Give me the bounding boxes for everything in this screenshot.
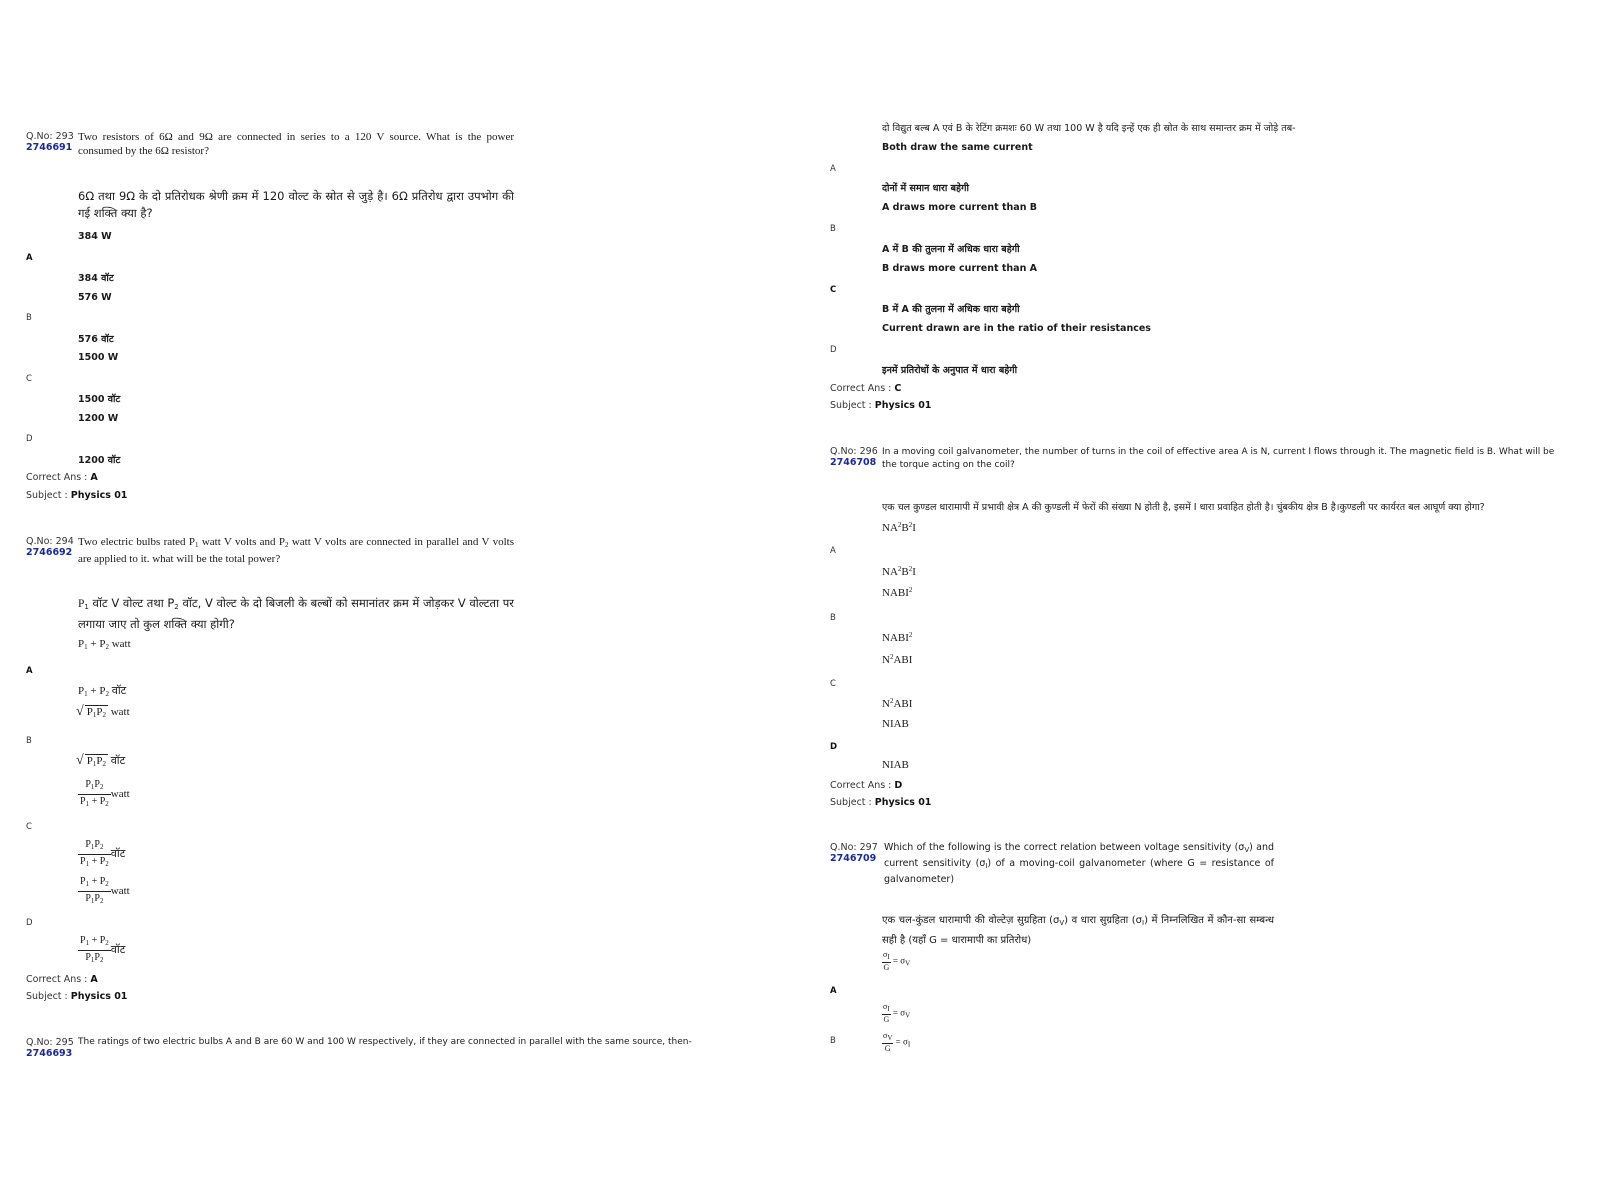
option-label-d: D [830, 345, 837, 355]
option-text: 1500 W [78, 352, 119, 363]
question-text: The ratings of two electric bulbs A and B are 60 W and 100 W respectively, if they are connected in parallel with the same source, then- [78, 1037, 692, 1047]
option-text-hindi: NABI$^2$ [882, 631, 913, 644]
correct-answer: Correct Ans : C [830, 383, 902, 394]
option-text-hindi: B में A की तुलना में अधिक धारा बहेगी [882, 304, 1020, 315]
option-label-c: C [830, 285, 837, 295]
question-text-hindi: दो विद्युत बल्ब A एवं B के रेटिंग क्रमशः 60 W तथा 100 W है यदि इन्हें एक ही स्रोत के साथ समान्तर क्रम में जोड़े तब- [882, 123, 1296, 134]
option-text: $N^2ABI$ [882, 653, 913, 666]
option-text: NIAB [882, 718, 909, 730]
option-text-hindi: $\frac{P_1P_2}{P_1 + P_2}$ वॉट [80, 839, 126, 868]
question-id: 2746708 [830, 457, 877, 468]
option-label-c: C [26, 822, 32, 832]
option-text: $\frac{P_1 + P_2}{P_1P_2}$ watt [80, 876, 130, 905]
option-label-c: C [26, 374, 32, 384]
option-text-hindi: $P_1 + P_2$ वॉट [78, 685, 127, 698]
question-id: 2746693 [26, 1048, 73, 1059]
option-text: √ $P_1P_2$ watt [76, 704, 130, 719]
correct-answer: Correct Ans : A [26, 472, 98, 483]
question-text-hindi: एक चल कुण्डल धारामापी में प्रभावी क्षेत्र A की कुण्डली में फेरों की संख्या N होती है, इसमें I धारा प्रवाहित होती है। चुंबकीय क्षेत्र B है।कुण्डली पर कार्यरत बल आघूर्ण क्या होगा? [882, 502, 1485, 513]
question-number: Q.No: 295 [26, 1037, 74, 1048]
subject: Subject : Physics 01 [26, 490, 128, 501]
option-text-hindi: NIAB [882, 759, 909, 771]
option-text: B draws more current than A [882, 263, 1038, 274]
option-label-d: D [830, 742, 838, 752]
option-label-a: A [26, 666, 33, 676]
option-text: $\frac{\sigma V}{G}$ = $\sigma_I$ [883, 1031, 911, 1053]
option-text: $\frac{\sigma I}{G}$ = $\sigma_V$ [883, 950, 911, 972]
option-text: $\frac{P_1P_2}{P_1 + P_2}$ watt [80, 779, 130, 808]
question-text-hindi: 6Ω तथा 9Ω के दो प्रतिरोधक श्रेणी क्रम में 120 वोल्ट के स्रोत से जुड़े है। 6Ω प्रतिरोध द्वारा उपभोग की गई शक्ति क्या है? [78, 189, 514, 220]
option-text-hindi: 576 वॉट [78, 334, 114, 345]
question-number: Q.No: 293 [26, 131, 74, 142]
option-text: 384 W [78, 231, 112, 242]
option-text-hindi: $NA^2B^2I$ [882, 565, 916, 578]
question-text: Two electric bulbs rated $P_1$ watt V volts and $P_2$ watt V volts are connected in parallel and V volts are applied to it. what will be the total power? [78, 536, 514, 565]
subject: Subject : Physics 01 [830, 797, 932, 808]
option-label-b: B [26, 313, 32, 323]
subject: Subject : Physics 01 [830, 400, 932, 411]
question-id: 2746709 [830, 853, 877, 864]
question-text: Two resistors of 6Ω and 9Ω are connected in series to a 120 V source. What is the power consumed by the 6Ω resistor? [78, 131, 514, 157]
option-text: 576 W [78, 292, 112, 303]
question-text-hindi: $P_1$ वॉट V वोल्ट तथा $P_2$ वॉट, V वोल्ट के दो बिजली के बल्बों को समानांतर क्रम में जोड़कर V वोल्टता पर लगाया जाए तो कुल शक्ति क्या होगी? [78, 596, 514, 631]
option-text: NABI$^2$ [882, 586, 913, 599]
option-text-hindi: 1200 वॉट [78, 455, 121, 466]
option-text-hindi: दोनों में समान धारा बहेगी [882, 183, 969, 194]
option-label-a: A [830, 546, 836, 556]
option-text: $P_1 + P_2$ watt [78, 638, 131, 651]
option-text-hindi: √ $P_1P_2$ वॉट [76, 753, 126, 768]
option-label-d: D [26, 434, 33, 444]
question-text-hindi: एक चल-कुंडल धारामापी की वोल्टेज़ सुग्रहिता $(\sigma_V)$ व धारा सुग्रहिता $(\sigma_I)$ में निम्नलिखित में कौन-सा सम्बन्ध सही है (यहाँ G = धारामापी का प्रतिरोध) [882, 915, 1274, 946]
option-label-a: A [830, 164, 836, 174]
option-label-a: A [830, 986, 837, 996]
option-text: Current drawn are in the ratio of their resistances [882, 323, 1151, 334]
option-text: A draws more current than B [882, 202, 1038, 213]
option-text: Both draw the same current [882, 142, 1033, 153]
option-label-d: D [26, 918, 33, 928]
option-label-b: B [26, 736, 32, 746]
option-label-c: C [830, 679, 836, 689]
question-number: Q.No: 296 [830, 446, 878, 457]
option-text-hindi: इनमें प्रतिरोधों के अनुपात में धारा बहेगी [882, 365, 1018, 376]
option-text-hindi: 1500 वॉट [78, 394, 121, 405]
option-text-hindi: $N^2ABI$ [882, 697, 913, 710]
question-id: 2746691 [26, 142, 73, 153]
question-text: In a moving coil galvanometer, the number of turns in the coil of effective area A is N, current I flows through it. The magnetic field is B. What will be the torque acting on the coil? [882, 447, 1555, 470]
question-number: Q.No: 297 [830, 842, 878, 853]
question-id: 2746692 [26, 547, 73, 558]
option-text-hindi: A में B की तुलना में अधिक धारा बहेगी [882, 244, 1020, 255]
option-text-hindi: $\frac{\sigma I}{G}$ = $\sigma_V$ [883, 1002, 911, 1024]
option-label-b: B [830, 613, 836, 623]
option-label-b: B [830, 224, 836, 234]
correct-answer: Correct Ans : D [830, 780, 903, 791]
option-text-hindi: $\frac{P_1 + P_2}{P_1P_2}$ वॉट [80, 935, 126, 964]
question-number: Q.No: 294 [26, 536, 74, 547]
option-text: $NA^2B^2I$ [882, 521, 916, 534]
correct-answer: Correct Ans : A [26, 974, 98, 985]
option-label-b: B [830, 1036, 836, 1046]
option-label-a: A [26, 253, 33, 263]
subject: Subject : Physics 01 [26, 991, 128, 1002]
question-text: Which of the following is the correct relation between voltage sensitivity $(\sigma_V)$ and current sensitivity $(\sigma_I)$ of a moving-coil galvanometer (where G = resistance of galvanometer) [884, 842, 1274, 885]
option-text-hindi: 384 वॉट [78, 273, 114, 284]
option-text: 1200 W [78, 413, 119, 424]
